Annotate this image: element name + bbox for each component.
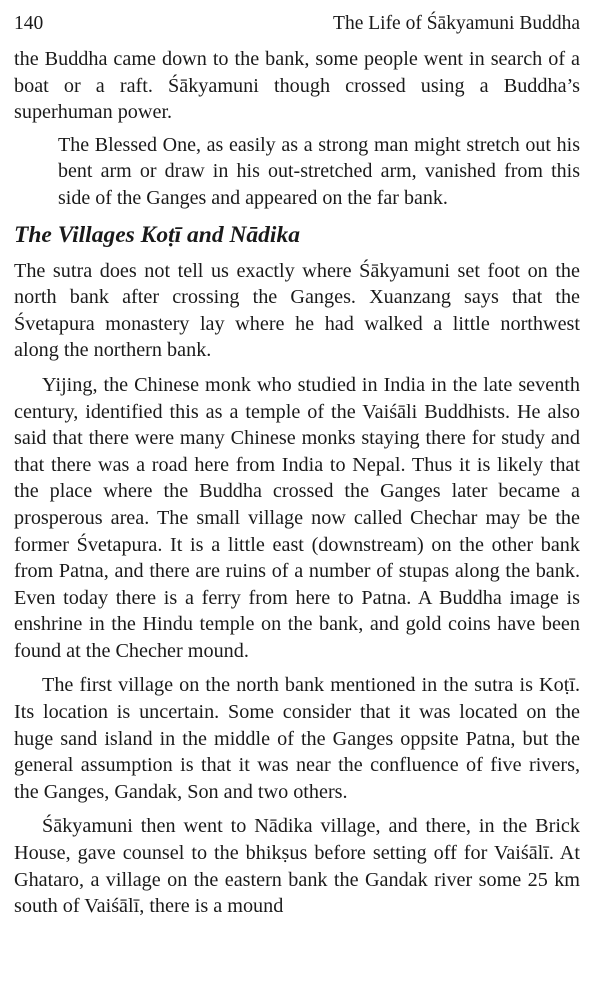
section-heading: The Villages Koṭī and Nādika [14, 221, 300, 248]
running-head [14, 0, 580, 46]
paragraph: The sutra does not tell us exactly where Śākyamuni set foot on the north bank after crossing the Ganges. Xuanzang says that the Śvetapura monastery lay where he had walked a little northwest along the northern bank. [14, 259, 580, 362]
body-text [14, 46, 580, 920]
block-quote: The Blessed One, as easily as a strong man might stretch out his bent arm or draw in his out-stretched arm, vanished from this side of the Ganges and appeared on the far bank. [58, 133, 580, 209]
running-title: The Life of Śākyamuni Buddha [333, 13, 580, 34]
paragraph: The first village on the north bank mentioned in the sutra is Koṭī. Its location is uncertain. Some consider that it was located on the huge sand island in the middle of the Ganges oppsite Patna, but the general assumption is that it was near the confluence of five rivers, the Ganges, Gandak, Son and two others. [14, 674, 580, 803]
paragraph: Yijing, the Chinese monk who studied in India in the late seventh century, identified this as a temple of the Vaiśāli Buddhists. He also said that there were many Chinese monks staying there for study and that there was a road here from India to Nepal. Thus it is likely that the place where the Buddha crossed the Ganges later became a prosperous area. The small village now called Chechar may be the former Śvetapura. It is a little east (downstream) on the other bank from Patna, and there are ruins of a number of stupas along the bank. Even today there is a ferry from here to Patna. A Buddha image is enshrine in the Hindu temple on the bank, and gold coins have been found at the Checher mound. [14, 373, 580, 662]
paragraph-continued: the Buddha came down to the bank, some people went in search of a boat or a raft. Śākyamuni though crossed using a Buddha’s superhuman power. [14, 48, 580, 124]
page-number: 140 [14, 13, 44, 34]
paragraph: Śākyamuni then went to Nādika village, and there, in the Brick House, gave counsel to the bhikṣus before setting off for Vaiśālī. At Ghataro, a village on the eastern bank the Gandak river some 25 km south of Vaiśālī, there is a mound [14, 815, 580, 918]
